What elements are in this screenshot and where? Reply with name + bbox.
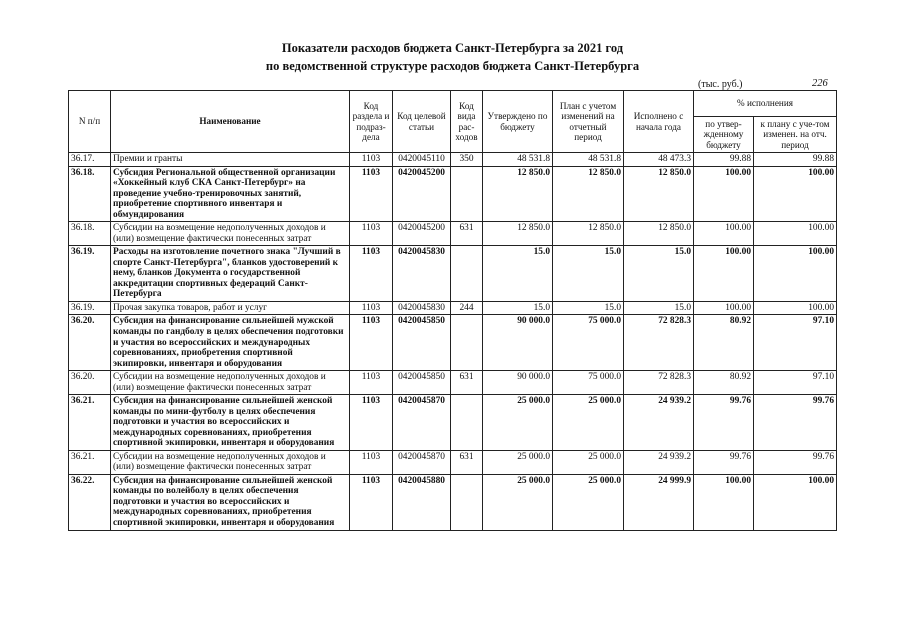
col-header-pct-approved: по утвер-жденному бюджету (694, 117, 754, 153)
cell-pct-approved: 100.00 (694, 246, 754, 302)
table-body (69, 153, 837, 531)
cell-target: 0420045870 (393, 450, 451, 474)
cell-executed: 24 939.2 (624, 450, 694, 474)
table-row (69, 395, 837, 451)
cell-name: Субсидия на финансирование сильнейшей мужской команды по гандболу в целях обеспечения подготовки и участия во всероссийских и международных соревнованиях, приобретения спортивной экипировки, инвентаря и оборудования (111, 315, 350, 371)
col-header-percent: % исполнения (694, 91, 837, 117)
table-row (69, 474, 837, 530)
cell-name: Премии и гранты (111, 153, 350, 167)
cell-name: Субсидии на возмещение недополученных доходов и (или) возмещение фактически понесенных затрат (111, 222, 350, 246)
cell-executed: 72 828.3 (624, 371, 694, 395)
cell-section: 1103 (350, 371, 393, 395)
cell-approved: 12 850.0 (483, 222, 553, 246)
cell-type: 631 (451, 222, 483, 246)
cell-target: 0420045850 (393, 315, 451, 371)
cell-pct-plan: 100.00 (754, 166, 837, 222)
cell-section: 1103 (350, 315, 393, 371)
cell-type (451, 395, 483, 451)
cell-type: 244 (451, 301, 483, 315)
cell-executed: 15.0 (624, 246, 694, 302)
cell-approved: 90 000.0 (483, 371, 553, 395)
table-row (69, 301, 837, 315)
cell-executed: 12 850.0 (624, 166, 694, 222)
cell-plan: 15.0 (553, 246, 624, 302)
cell-target: 0420045880 (393, 474, 451, 530)
cell-pct-plan: 100.00 (754, 246, 837, 302)
cell-num: 36.18. (69, 222, 111, 246)
cell-num: 36.20. (69, 371, 111, 395)
cell-pct-approved: 100.00 (694, 222, 754, 246)
cell-target: 0420045830 (393, 246, 451, 302)
document-title: Показатели расходов бюджета Санкт-Петербурга за 2021 год (281, 41, 624, 55)
cell-approved: 25 000.0 (483, 395, 553, 451)
cell-pct-plan: 100.00 (754, 301, 837, 315)
cell-type: 631 (451, 450, 483, 474)
cell-plan: 25 000.0 (553, 450, 624, 474)
cell-num: 36.21. (69, 450, 111, 474)
col-header-type: Код вида рас-ходов (451, 91, 483, 153)
cell-target: 0420045830 (393, 301, 451, 315)
col-header-num: N п/п (69, 91, 111, 153)
expenditure-table (68, 90, 837, 531)
document-subtitle: по ведомственной структуре расходов бюджета Санкт-Петербурга (265, 59, 640, 73)
col-header-plan: План с учетом изменений на отчетный период (553, 91, 624, 153)
cell-approved: 25 000.0 (483, 474, 553, 530)
cell-approved: 12 850.0 (483, 166, 553, 222)
cell-pct-plan: 100.00 (754, 222, 837, 246)
cell-executed: 12 850.0 (624, 222, 694, 246)
cell-plan: 48 531.8 (553, 153, 624, 167)
cell-num: 36.17. (69, 153, 111, 167)
cell-pct-plan: 100.00 (754, 474, 837, 530)
cell-section: 1103 (350, 395, 393, 451)
col-header-section: Код раздела и подраз-дела (350, 91, 393, 153)
table-row (69, 450, 837, 474)
cell-pct-approved: 99.76 (694, 395, 754, 451)
cell-num: 36.19. (69, 246, 111, 302)
cell-pct-approved: 80.92 (694, 371, 754, 395)
table-row (69, 315, 837, 371)
cell-pct-plan: 99.76 (754, 395, 837, 451)
cell-section: 1103 (350, 153, 393, 167)
col-header-target: Код целевой статьи (393, 91, 451, 153)
table-row (69, 222, 837, 246)
cell-executed: 72 828.3 (624, 315, 694, 371)
cell-type (451, 474, 483, 530)
cell-plan: 15.0 (553, 301, 624, 315)
cell-num: 36.19. (69, 301, 111, 315)
cell-section: 1103 (350, 474, 393, 530)
cell-type: 631 (451, 371, 483, 395)
cell-plan: 75 000.0 (553, 315, 624, 371)
cell-pct-plan: 99.88 (754, 153, 837, 167)
cell-num: 36.20. (69, 315, 111, 371)
cell-plan: 25 000.0 (553, 395, 624, 451)
cell-pct-approved: 99.88 (694, 153, 754, 167)
cell-approved: 15.0 (483, 246, 553, 302)
cell-section: 1103 (350, 222, 393, 246)
cell-pct-plan: 99.76 (754, 450, 837, 474)
cell-name: Субсидия Региональной общественной организации «Хоккейный клуб СКА Санкт-Петербург» на проведение учебно-тренировочных занятий, приобретение спортивного инвентаря и обмундирования (111, 166, 350, 222)
cell-target: 0420045200 (393, 166, 451, 222)
cell-num: 36.21. (69, 395, 111, 451)
cell-target: 0420045870 (393, 395, 451, 451)
col-header-approved: Утверждено по бюджету (483, 91, 553, 153)
cell-plan: 25 000.0 (553, 474, 624, 530)
cell-pct-approved: 100.00 (694, 301, 754, 315)
cell-executed: 24 939.2 (624, 395, 694, 451)
cell-name: Прочая закупка товаров, работ и услуг (111, 301, 350, 315)
cell-section: 1103 (350, 246, 393, 302)
cell-target: 0420045200 (393, 222, 451, 246)
cell-approved: 90 000.0 (483, 315, 553, 371)
table-row (69, 153, 837, 167)
cell-name: Субсидии на возмещение недополученных доходов и (или) возмещение фактически понесенных затрат (111, 450, 350, 474)
cell-section: 1103 (350, 450, 393, 474)
cell-pct-approved: 100.00 (694, 166, 754, 222)
cell-type (451, 166, 483, 222)
page-number: 226 (812, 78, 828, 89)
table-row (69, 371, 837, 395)
cell-name: Субсидии на возмещение недополученных доходов и (или) возмещение фактически понесенных затрат (111, 371, 350, 395)
col-header-name: Наименование (111, 91, 350, 153)
cell-target: 0420045110 (393, 153, 451, 167)
cell-plan: 12 850.0 (553, 222, 624, 246)
cell-pct-approved: 99.76 (694, 450, 754, 474)
units-label: (тыс. руб.) (698, 79, 743, 90)
table-row (69, 246, 837, 302)
cell-num: 36.22. (69, 474, 111, 530)
cell-plan: 75 000.0 (553, 371, 624, 395)
cell-type (451, 315, 483, 371)
cell-type: 350 (451, 153, 483, 167)
cell-pct-approved: 80.92 (694, 315, 754, 371)
cell-pct-plan: 97.10 (754, 315, 837, 371)
cell-name: Расходы на изготовление почетного знака "Лучший в спорте Санкт-Петербурга", бланков удостоверений к нему, бланков Документа о государственной аккредитации спортивных федераций Санкт-Петербурга (111, 246, 350, 302)
col-header-executed: Исполнено с начала года (624, 91, 694, 153)
cell-executed: 48 473.3 (624, 153, 694, 167)
cell-pct-approved: 100.00 (694, 474, 754, 530)
cell-approved: 48 531.8 (483, 153, 553, 167)
cell-pct-plan: 97.10 (754, 371, 837, 395)
cell-section: 1103 (350, 301, 393, 315)
table-row (69, 166, 837, 222)
cell-name: Субсидия на финансирование сильнейшей женской команды по волейболу в целях обеспечения подготовки и участия во всероссийских и международных соревнованиях, приобретения спортивной экипировки, инвентаря и оборудования (111, 474, 350, 530)
cell-type (451, 246, 483, 302)
cell-section: 1103 (350, 166, 393, 222)
cell-num: 36.18. (69, 166, 111, 222)
cell-approved: 15.0 (483, 301, 553, 315)
cell-name: Субсидия на финансирование сильнейшей женской команды по мини-футболу в целях обеспечения подготовки и участия во всероссийских и международных соревнованиях, приобретения спортивной экипировки, инвентаря и оборудования (111, 395, 350, 451)
cell-approved: 25 000.0 (483, 450, 553, 474)
cell-executed: 15.0 (624, 301, 694, 315)
col-header-pct-plan: к плану с уче-том изменен. на отч. период (754, 117, 837, 153)
cell-target: 0420045850 (393, 371, 451, 395)
cell-plan: 12 850.0 (553, 166, 624, 222)
cell-executed: 24 999.9 (624, 474, 694, 530)
